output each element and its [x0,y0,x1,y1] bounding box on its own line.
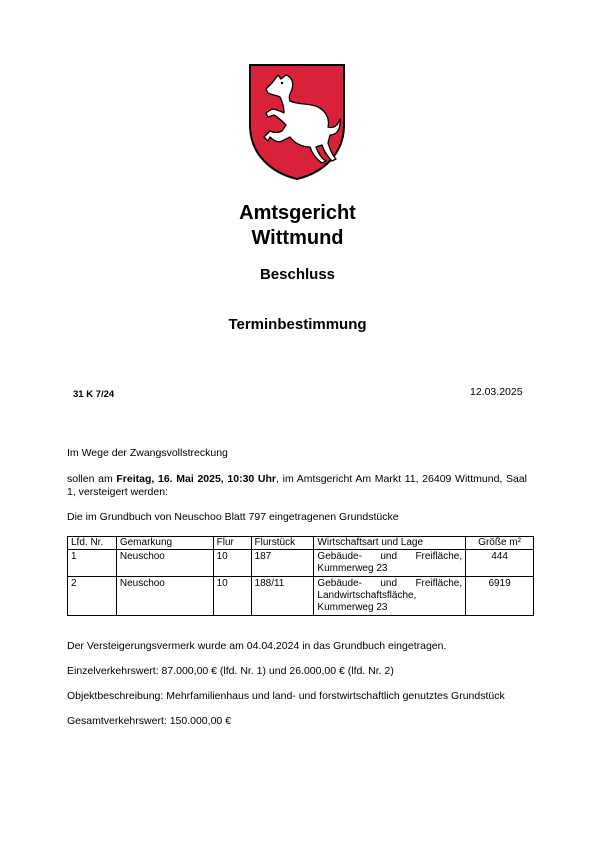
table-cell: 10 [213,577,251,616]
table-cell: 188/11 [251,577,314,616]
table-cell: 187 [251,550,314,577]
einzelwert-text: Einzelverkehrswert: 87.000,00 € (lfd. Nr. 1) und 26.000,00 € (lfd. Nr. 2) [67,665,394,677]
table-cell: 1 [68,550,117,577]
auction-text-pre: sollen am [67,473,117,485]
coat-of-arms-icon [248,63,346,181]
table-cell: Neuschoo [116,550,213,577]
vermerk-text: Der Versteigerungsvermerk wurde am 04.04.2024 in das Grundbuch eingetragen. [67,640,447,652]
column-header: Flurstück [251,537,314,550]
court-location: Wittmund [251,227,344,249]
document-title: Beschluss [259,266,336,283]
table-row [68,550,534,577]
table-cell: Neuschoo [116,577,213,616]
case-reference: 31 K 7/24 [73,389,115,400]
table-cell: 444 [466,550,534,577]
table-cell: 10 [213,550,251,577]
table-row [68,577,534,616]
table-cell: Gebäude- und Freifläche, Kummerweg 23 [314,550,466,577]
table-cell: 6919 [466,577,534,616]
column-header: Gemarkung [116,537,213,550]
document-subtitle: Terminbestimmung [228,316,367,333]
table-header-row [68,537,534,550]
auction-text-post: , im Amtsgericht Am Markt 11, 26409 Wittmund, Saal 1, versteigert werden: [67,473,528,498]
plots-table [67,536,534,616]
column-header: Größe m² [466,537,534,550]
document-date: 12.03.2025 [470,386,523,398]
auction-text [67,473,527,499]
court-name: Amtsgericht [239,202,356,224]
column-header: Wirtschaftsart und Lage [314,537,466,550]
auction-date: Freitag, 16. Mai 2025, 10:30 Uhr [116,473,277,485]
table-cell: Gebäude- und Freifläche, Landwirtschaftsfläche, Kummerweg 23 [314,577,466,616]
table-cell: 2 [68,577,117,616]
objekt-text: Objektbeschreibung: Mehrfamilienhaus und land- und forstwirtschaftlich genutztes Grundstück [67,690,505,702]
column-header: Flur [213,537,251,550]
column-header: Lfd. Nr. [68,537,117,550]
plots-intro: Die im Grundbuch von Neuschoo Blatt 797 eingetragenen Grundstücke [67,511,399,523]
gesamtwert-text: Gesamtverkehrswert: 150.000,00 € [67,715,232,727]
intro-text: Im Wege der Zwangsvollstreckung [67,447,228,459]
